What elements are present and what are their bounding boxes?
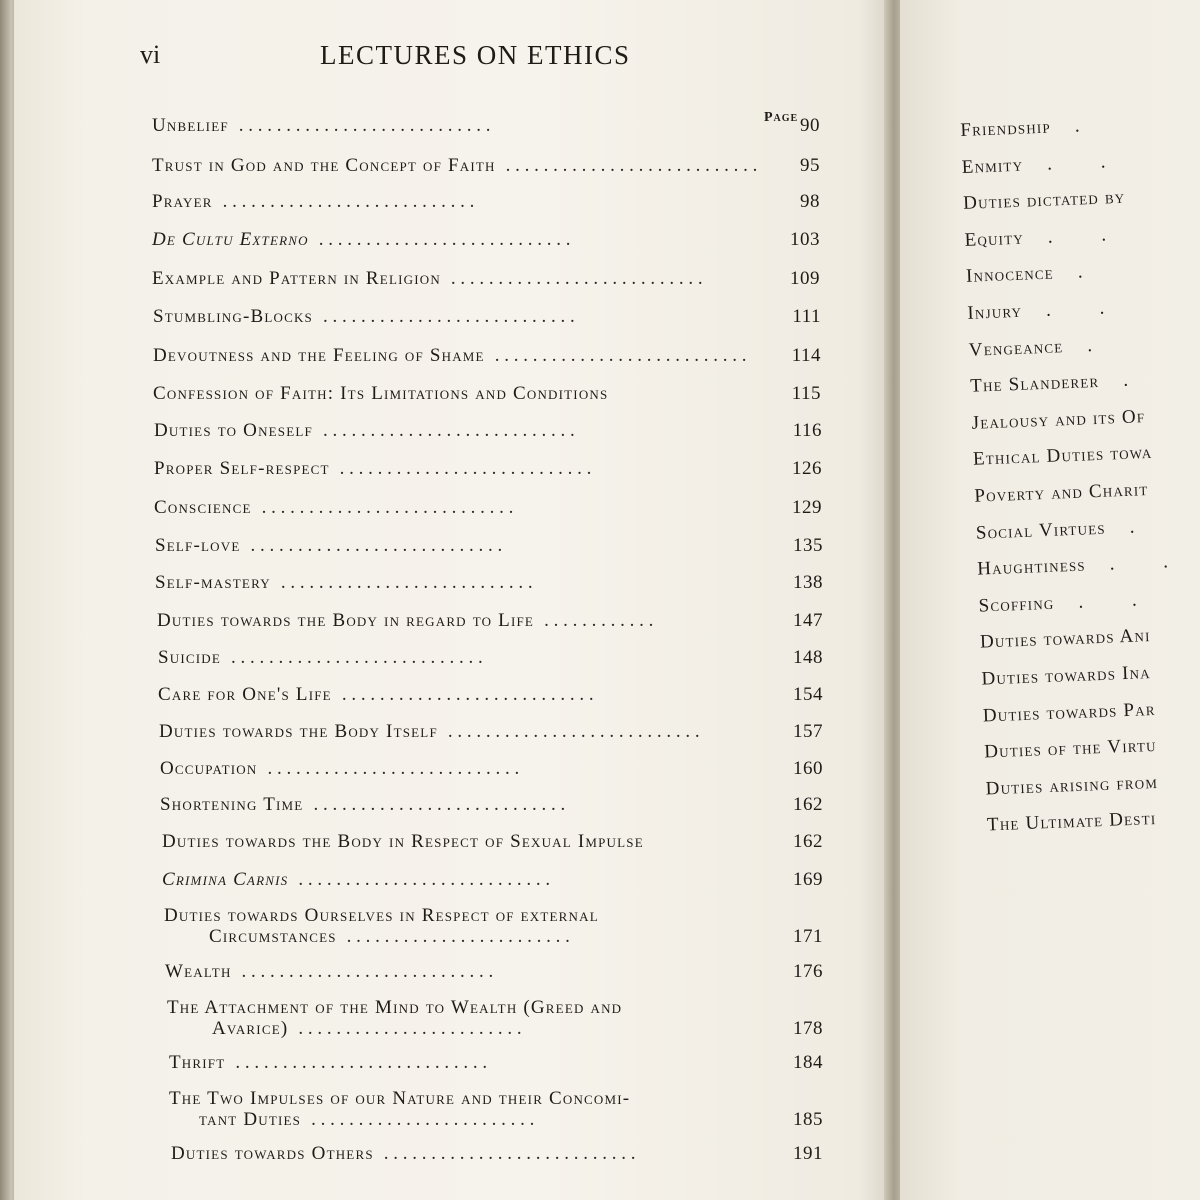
toc-entry-page: 95 xyxy=(800,155,820,176)
toc-entry-page: 169 xyxy=(793,869,823,890)
toc-entry: Stumbling-Blocks . . . . . . . . . . . . . . . . . . . . . . . . . . . 111 xyxy=(153,306,821,327)
toc-entry-page: 185 xyxy=(793,1109,823,1130)
toc-entry: Example and Pattern in Religion . . . . . . . . . . . . . . . . . . . . . . . . . . . 109 xyxy=(152,268,820,289)
toc-entry-title-continued: Circumstances xyxy=(209,926,337,947)
toc-entry-title: Duties towards Ourselves in Respect of external xyxy=(164,905,599,926)
toc-entry-page: 90 xyxy=(800,115,820,136)
toc-entry-page: 111 xyxy=(792,306,821,327)
toc-entry: Duties towards the Body in regard to Life . . . . . . . . . . . . 147 xyxy=(157,610,823,631)
toc-entry-title: Devoutness and the Feeling of Shame xyxy=(153,345,485,366)
running-title: LECTURES ON ETHICS xyxy=(320,40,631,70)
right-page-entry: Duties towards Ani xyxy=(979,625,1152,653)
right-page-entry: Enmity . . xyxy=(961,150,1128,178)
right-page-entry: Poverty and Charit xyxy=(974,478,1149,507)
toc-entry-title: Suicide xyxy=(158,647,222,668)
right-page-entry: Duties towards Ina xyxy=(981,662,1152,690)
toc-entry-title: Trust in God and the Concept of Faith xyxy=(152,155,496,176)
right-page-entry: Vengeance . xyxy=(968,333,1115,361)
toc-entry-page: 103 xyxy=(790,229,820,250)
right-page-entry: Duties of the Virtu xyxy=(983,735,1157,763)
toc-entry-title: Prayer xyxy=(152,191,213,212)
toc-entry-page: 126 xyxy=(792,458,822,479)
toc-entry: Duties towards Ourselves in Respect of external Circumstances . . . . . . . . . . . . . . . . . . . . . . . . 171 xyxy=(164,905,823,947)
right-page-entry: Ethical Duties towa xyxy=(972,442,1153,471)
toc-entry xyxy=(162,831,823,852)
right-page-entry: Haughtiness . . xyxy=(976,550,1191,580)
right-page-entry: Social Virtues . xyxy=(975,515,1157,544)
toc-entry-title: Duties towards the Body in Respect of Sexual Impulse xyxy=(162,831,644,852)
toc-entry-page: 135 xyxy=(793,535,823,556)
left-page xyxy=(14,0,894,1200)
toc-entry-title: Crimina Carnis xyxy=(162,869,289,890)
toc-entry: Thrift . . . . . . . . . . . . . . . . . . . . . . . . . . . 184 xyxy=(169,1052,823,1073)
toc-entry-title: Duties towards the Body in regard to Life xyxy=(157,610,535,631)
toc-entry-title: Shortening Time xyxy=(160,794,304,815)
toc-entry-page: 162 xyxy=(793,794,823,815)
toc-entry-page: 114 xyxy=(791,345,821,366)
toc-entry-title: Thrift xyxy=(169,1052,226,1073)
right-page xyxy=(900,0,1200,1200)
toc-entry-page: 115 xyxy=(791,383,821,404)
toc-entry-page: 98 xyxy=(800,191,820,212)
toc-entry-title: Duties towards the Body Itself xyxy=(159,721,438,742)
right-page-entry: Duties dictated by xyxy=(962,186,1126,215)
toc-entry: The Two Impulses of our Nature and their Concomi- tant Duties . . . . . . . . . . . . . . . . . . . . . . . . 185 xyxy=(169,1088,823,1130)
toc-entry: Self-love . . . . . . . . . . . . . . . . . . . . . . . . . . . 135 xyxy=(155,535,823,556)
toc-entry-title: Example and Pattern in Religion xyxy=(152,268,441,289)
toc-entry: Crimina Carnis . . . . . . . . . . . . . . . . . . . . . . . . . . . 169 xyxy=(162,869,823,890)
toc-entry xyxy=(153,383,821,404)
toc-entry-page: 109 xyxy=(790,268,820,289)
toc-entry-title: Wealth xyxy=(165,961,232,982)
toc-entry: Trust in God and the Concept of Faith . . . . . . . . . . . . . . . . . . . . . . . . . . . 95 xyxy=(152,155,820,176)
right-page-contents xyxy=(960,112,1200,852)
toc-entry-page: 162 xyxy=(793,831,823,852)
toc-entry-page: 191 xyxy=(793,1143,823,1164)
toc-entry-page: 184 xyxy=(793,1052,823,1073)
toc-entry: Conscience . . . . . . . . . . . . . . . . . . . . . . . . . . . 129 xyxy=(154,497,822,518)
toc-entry-title: Duties towards Others xyxy=(171,1143,374,1164)
toc-entry-title: Unbelief xyxy=(152,115,229,136)
right-page-entry: Jealousy and its Of xyxy=(971,405,1146,434)
page-header xyxy=(14,40,894,80)
toc-entry: Unbelief . . . . . . . . . . . . . . . . . . . . . . . . . . . 90 xyxy=(152,115,820,136)
right-page-entry: Equity . . xyxy=(964,223,1129,251)
toc-entry: Suicide . . . . . . . . . . . . . . . . . . . . . . . . . . . 148 xyxy=(158,647,823,668)
toc-entry-title: Occupation xyxy=(160,758,258,779)
toc-entry-page: 176 xyxy=(793,961,823,982)
toc-entry: De Cultu Externo . . . . . . . . . . . . . . . . . . . . . . . . . . . 103 xyxy=(152,229,820,250)
right-page-entry: Innocence . xyxy=(965,260,1105,288)
toc-entry: The Attachment of the Mind to Wealth (Greed and Avarice) . . . . . . . . . . . . . . . . . . . . . . . . 178 xyxy=(167,997,823,1039)
toc-entry-title: Care for One's Life xyxy=(158,684,332,705)
toc-entry-title: Conscience xyxy=(154,497,252,518)
toc-entry-title: Self-love xyxy=(155,535,241,556)
toc-entry-title: De Cultu Externo xyxy=(152,229,309,250)
toc-entry: Prayer . . . . . . . . . . . . . . . . . . . . . . . . . . . 98 xyxy=(152,191,820,212)
right-page-entry: Duties arising from xyxy=(985,771,1159,800)
toc-entry-title: Self-mastery xyxy=(155,572,271,593)
right-page-entry: Injury . . xyxy=(967,296,1127,324)
toc-entry: Shortening Time . . . . . . . . . . . . . . . . . . . . . . . . . . . 162 xyxy=(160,794,823,815)
toc-entry-page: 147 xyxy=(793,610,823,631)
toc-entry-title: Stumbling-Blocks xyxy=(153,306,313,327)
toc-entry: Occupation . . . . . . . . . . . . . . . . . . . . . . . . . . . 160 xyxy=(160,758,823,779)
right-page-entry: The Slanderer . xyxy=(969,369,1151,397)
toc-entry-title: The Two Impulses of our Nature and their Concomi- xyxy=(169,1088,631,1109)
right-page-entry: The Ultimate Desti xyxy=(986,808,1157,836)
toc-entry-page: 138 xyxy=(793,572,823,593)
toc-entry: Care for One's Life . . . . . . . . . . . . . . . . . . . . . . . . . . . 154 xyxy=(158,684,823,705)
toc-entry: Duties towards the Body Itself . . . . . . . . . . . . . . . . . . . . . . . . . . . 157 xyxy=(159,721,823,742)
toc-entry: Devoutness and the Feeling of Shame . . . . . . . . . . . . . . . . . . . . . . . . . . . 114 xyxy=(153,345,821,366)
page-number: vi xyxy=(140,40,161,69)
toc-entry: Wealth . . . . . . . . . . . . . . . . . . . . . . . . . . . 176 xyxy=(165,961,823,982)
toc-entry-page: 148 xyxy=(793,647,823,668)
toc-entry: Duties to Oneself . . . . . . . . . . . . . . . . . . . . . . . . . . . 116 xyxy=(154,420,822,441)
toc-entry-title-continued: Avarice) xyxy=(212,1018,289,1039)
toc-entry-page: 154 xyxy=(793,684,823,705)
toc-entry: Duties towards Others . . . . . . . . . . . . . . . . . . . . . . . . . . . 191 xyxy=(171,1143,823,1164)
toc-entry-page: 178 xyxy=(793,1018,823,1039)
toc-entry-title: Confession of Faith: Its Limitations and Conditions xyxy=(153,383,609,404)
toc-entry-title: Proper Self-respect xyxy=(154,458,330,479)
toc-entry: Proper Self-respect . . . . . . . . . . . . . . . . . . . . . . . . . . . 126 xyxy=(154,458,822,479)
toc-entry-title: Duties to Oneself xyxy=(154,420,313,441)
right-page-entry: Duties towards Par xyxy=(982,698,1157,727)
toc-entry-title: The Attachment of the Mind to Wealth (Greed and xyxy=(167,997,623,1018)
right-page-entry: Scoffing . . xyxy=(978,588,1159,617)
toc-entry-page: 171 xyxy=(793,926,823,947)
right-page-entry: Friendship . xyxy=(960,114,1102,141)
toc-entry-page: 129 xyxy=(792,497,822,518)
toc-entry: Self-mastery . . . . . . . . . . . . . . . . . . . . . . . . . . . 138 xyxy=(155,572,823,593)
toc-entry-title-continued: tant Duties xyxy=(199,1109,302,1130)
toc-entry-page: 157 xyxy=(793,721,823,742)
page-column-label: Page xyxy=(764,110,799,125)
toc-entry-page: 116 xyxy=(792,420,822,441)
toc-entry-page: 160 xyxy=(793,758,823,779)
